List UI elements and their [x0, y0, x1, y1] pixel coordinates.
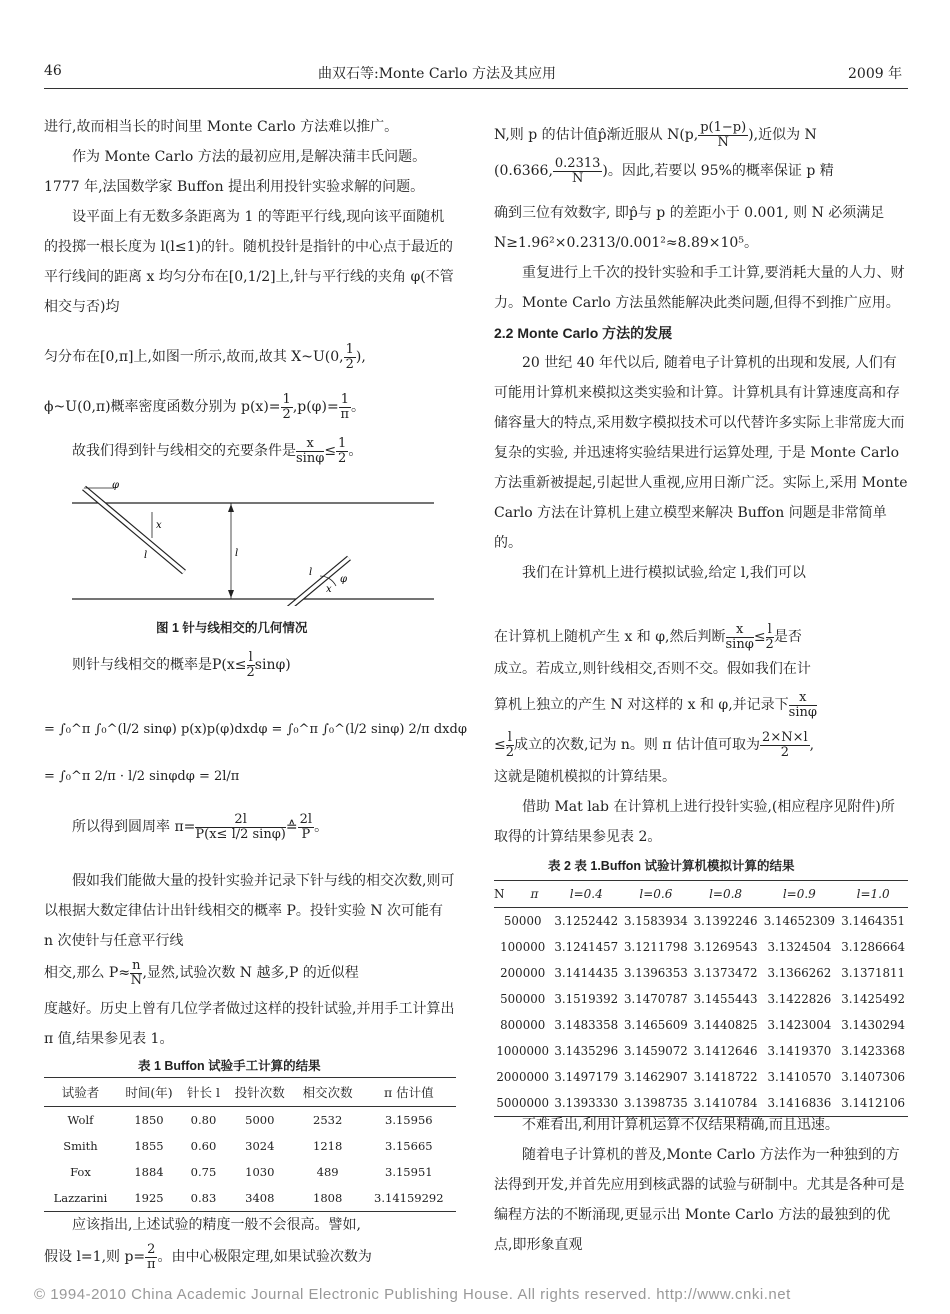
table-row	[44, 1107, 456, 1134]
table-row	[44, 1133, 456, 1159]
equation-line	[494, 730, 814, 760]
paragraph: 不难看出,利用计算机运算不仅结果精确,而且迅速。	[522, 1117, 839, 1133]
left-column-p11	[44, 994, 456, 1054]
table-cell: 3.1241457	[554, 940, 619, 954]
paragraph: 我们在计算机上进行模拟试验,给定 l,我们可以	[522, 565, 806, 581]
left-column-top	[44, 112, 456, 322]
table-cell: 3.1483358	[554, 1018, 619, 1032]
table-cell: 3.1371811	[841, 966, 906, 980]
paragraph: 借助 Mat lab 在计算机上进行投针实验,(相应程序见附件)所取得的计算结果参见表 2。	[494, 799, 895, 845]
table-cell: 2532	[313, 1113, 343, 1127]
table-cell: 1855	[134, 1139, 164, 1153]
table2-header: l=0.6	[621, 881, 691, 908]
table-cell: 500000	[500, 992, 546, 1006]
table-cell: 1218	[313, 1139, 343, 1153]
text: 在计算机上随机产生 x 和 φ,然后判断	[494, 629, 726, 645]
year: 2009 年	[848, 66, 903, 82]
text: ),	[355, 349, 366, 365]
table-cell: 3.1416836	[767, 1096, 832, 1110]
text: N,则 p 的估计值p̂渐近服从 N(p,	[494, 127, 699, 143]
text: (0.6366,	[494, 163, 553, 179]
table-cell: 3.1211798	[624, 940, 688, 954]
fraction: $\frac{2l}{P}$	[299, 811, 313, 842]
table-cell: 3.1407306	[841, 1070, 906, 1084]
table2-header: l=1.0	[838, 881, 908, 908]
paragraph: 确到三位有效数字, 即p̂与 p 的差距小于 0.001, 则 N 必须满足 N≥1.96²×0.2313/0.001²≈8.89×10⁵。	[494, 205, 885, 251]
table1-header: 相交次数	[294, 1078, 362, 1107]
label-l-distance: l	[235, 548, 239, 559]
table1-header: π 估计值	[362, 1078, 456, 1107]
text-line: 成立。若成立,则针线相交,否则不交。假如我们在计	[494, 661, 811, 677]
fraction: $\frac{x}{\sin\varphi}$	[788, 689, 817, 720]
table-row	[494, 908, 908, 935]
table-cell: 3.15665	[385, 1139, 433, 1153]
text: 则针与线相交的概率是P(x≤	[72, 657, 247, 673]
text: ϕ~U(0,π)概率密度函数分别为 p(x)=	[44, 399, 281, 415]
fraction: $\frac{x}{\sin\varphi}$	[725, 621, 754, 652]
paragraph: 度越好。历史上曾有几位学者做过这样的投针试验,并用手工计算出 π 值,结果参见表 1。	[44, 1001, 455, 1047]
table-cell: Fox	[70, 1165, 91, 1179]
table-cell: 3.1455443	[693, 992, 758, 1006]
text: 所以得到圆周率 π=	[72, 819, 196, 835]
text: )。因此,若要以 95%的概率保证 p 精	[602, 163, 834, 179]
text: ≤	[324, 443, 337, 459]
table-cell: 3.1423004	[767, 1018, 832, 1032]
corner-n: N	[494, 887, 505, 901]
table-cell: Smith	[63, 1139, 98, 1153]
table-cell: 0.75	[190, 1165, 217, 1179]
text: sinφ)	[254, 657, 291, 673]
table2-header: l=0.4	[551, 881, 621, 908]
needle-diagram	[44, 476, 456, 606]
table-cell: 3.1398735	[624, 1096, 688, 1110]
table-cell: 3.1430294	[841, 1018, 906, 1032]
label-phi: φ	[112, 480, 120, 491]
text: 是否	[773, 629, 802, 645]
table-cell: 0.83	[190, 1191, 217, 1205]
table-cell: 3.14652309	[763, 914, 835, 928]
text: 匀分布在[0,π]上,如图一所示,故而,故其 X~U(0,	[44, 349, 344, 365]
table-row	[494, 1038, 908, 1064]
text: 相交,那么 P≈	[44, 965, 131, 981]
fraction: $\frac{l}{2}$	[765, 621, 774, 652]
section-heading: 2.2 Monte Carlo 方法的发展	[494, 325, 673, 341]
text: ,显然,试验次数 N 越多,P 的近似程	[142, 965, 359, 981]
paragraph: 应该指出,上述试验的精度一般不会很高。譬如,	[72, 1217, 361, 1233]
table-cell: Wolf	[67, 1113, 94, 1127]
table-cell: 3408	[245, 1191, 275, 1205]
text: 算机上独立的产生 N 对这样的 x 和 φ,并记录下	[494, 697, 789, 713]
fraction: $\frac{1}{2}$	[345, 341, 354, 372]
table-cell: 1850	[134, 1113, 164, 1127]
text: 。	[314, 819, 329, 835]
fraction: $\frac{l}{2}$	[246, 649, 255, 680]
paragraph: 设平面上有无数多条距离为 1 的等距平行线,现向该平面随机的投掷一根长度为 l(l≤1)的针。随机投针是指针的中心点于最近的平行线间的距离 x 均匀分布在[0,1/2]上,针与平行线的夹角 φ(不管相交与否)均	[44, 209, 454, 315]
table-cell: 3.1435296	[554, 1044, 619, 1058]
equation-line	[494, 622, 802, 652]
paragraph: 随着电子计算机的普及,Monte Carlo 方法作为一种独到的方法得到开发,并首先应用到核武器的试验与研制中。尤其是各种可是编程方法的不断涌现,更显示出 Monte Carlo 方法的最独到的优点,即形象直观	[494, 1147, 905, 1253]
fraction: $\frac{1}{\pi}$	[340, 391, 350, 422]
table-cell: 3.14159292	[374, 1191, 444, 1205]
needle-left	[84, 488, 184, 572]
paragraph: 20 世纪 40 年代以后, 随着电子计算机的出现和发展, 人们有可能用计算机来模拟这类实验和计算。计算机具有计算速度高和存储容量大的特点,采用数字模拟技术可以代替许多实际上非常庞大而复杂的实验, 并迅速将实验结果进行运算处理, 于是 Monte Carlo 方法重新被提起,引起世人重视,应用日渐广泛。实际上,采用 Monte Carlo 方法在计算机上建立模型来解决 Buffon 问题是非常简单的。	[494, 355, 908, 551]
equation-line	[72, 812, 328, 842]
table-row	[494, 1064, 908, 1090]
label-l: l	[144, 550, 148, 561]
fraction: $\frac{1}{2}$	[282, 391, 291, 422]
table-cell: 3.1410570	[767, 1070, 832, 1084]
fraction: $\frac{l}{2}$	[505, 729, 515, 760]
table-cell: 3.15956	[385, 1113, 433, 1127]
fraction: $\frac{2\times N\times l}{2}$	[762, 729, 808, 760]
table-cell: 3.1425492	[841, 992, 906, 1006]
table2-header: l=0.8	[691, 881, 761, 908]
paragraph: 进行,故而相当长的时间里 Monte Carlo 方法难以推广。	[44, 119, 399, 135]
equation-line	[494, 156, 834, 186]
table-cell: 0.80	[190, 1113, 217, 1127]
table-2	[494, 880, 908, 1117]
table-row	[494, 1012, 908, 1038]
table-cell: 3.1410784	[693, 1096, 758, 1110]
right-column-top	[494, 198, 908, 588]
fraction: $\frac{1}{2}$	[338, 435, 347, 466]
text: ,	[809, 737, 815, 753]
paragraph: 假如我们能做大量的投针实验并记录下针与线的相交次数,则可以根据大数定律估计出针线相交的概率 P。投针实验 N 次可能有 n 次使针与任意平行线	[44, 873, 455, 949]
table-cell: 3.1286664	[841, 940, 906, 954]
equation-line	[494, 690, 817, 720]
table-cell: 3.1497179	[554, 1070, 619, 1084]
running-title: 曲双石等:Monte Carlo 方法及其应用	[318, 66, 556, 82]
table-cell: 3.15951	[385, 1165, 433, 1179]
table-cell: 1000000	[496, 1044, 549, 1058]
label-x-right: x	[326, 584, 332, 595]
table-cell: 3.1583934	[624, 914, 688, 928]
table-cell: 1030	[245, 1165, 275, 1179]
table-row	[44, 1185, 456, 1212]
fraction: $\frac{2l}{P(x\le l/2 \sin\varphi)}$	[195, 811, 286, 842]
table-cell: 1884	[134, 1165, 164, 1179]
corner-pi: π	[530, 887, 539, 901]
table-cell: 5000	[245, 1113, 275, 1127]
table-row	[494, 934, 908, 960]
integral-equation-1: = ∫₀^π ∫₀^(l/2 sinφ) p(x)p(φ)dxdφ = ∫₀^π ∫₀^(l/2 sinφ) 2/π dxdφ	[44, 722, 467, 737]
table-cell: 3.1324504	[767, 940, 832, 954]
table-cell: 5000000	[496, 1096, 549, 1110]
table-cell: 3.1269543	[693, 940, 758, 954]
integral-equation-2: = ∫₀^π 2/π · l/2 sinφdφ = 2l/π	[44, 769, 240, 784]
equation-line	[72, 650, 291, 680]
table2-header: l=0.9	[760, 881, 838, 908]
fraction: $\frac{0.2313}{N}$	[554, 155, 601, 186]
copyright-footer	[0, 1286, 950, 1303]
equation-line	[44, 342, 366, 372]
equation-line	[44, 958, 359, 988]
table1-header: 试验者	[44, 1078, 117, 1107]
table-cell: 3.1519392	[554, 992, 619, 1006]
table1-header: 针长 l	[181, 1078, 226, 1107]
fraction: $\frac{p(1-p)}{N}$	[700, 119, 747, 150]
text: 。	[350, 399, 365, 415]
figure-caption: 图 1 针与线相交的几何情况	[156, 621, 308, 635]
text: 成立的次数,记为 n。则 π 估计值可取为	[514, 737, 761, 753]
table-cell: 3.1396353	[624, 966, 688, 980]
table1-caption: 表 1 Buffon 试验手工计算的结果	[138, 1059, 321, 1073]
left-column-mid	[44, 866, 456, 956]
table-cell: 489	[316, 1165, 339, 1179]
table-cell: 3.1440825	[693, 1018, 758, 1032]
table2-caption: 表 2 表 1.Buffon 试验计算机模拟计算的结果	[548, 859, 795, 873]
header-rule	[44, 88, 908, 89]
table-1	[44, 1077, 456, 1212]
text: ≤	[494, 737, 506, 753]
table-cell: 100000	[500, 940, 546, 954]
table-cell: 800000	[500, 1018, 546, 1032]
table-cell: 3.1423368	[841, 1044, 906, 1058]
fraction: $\frac{n}{N}$	[130, 957, 142, 988]
table-cell: 3.1418722	[693, 1070, 758, 1084]
table-cell: 1925	[134, 1191, 164, 1205]
table-row	[44, 1159, 456, 1185]
table-cell: 3.1462907	[624, 1070, 688, 1084]
paragraph: 这就是随机模拟的计算结果。	[494, 769, 676, 785]
table-cell: 3.1392246	[693, 914, 758, 928]
text: 假设 l=1,则 p=	[44, 1249, 146, 1265]
text: ),近似为 N	[748, 127, 817, 143]
table-cell: 2000000	[496, 1070, 549, 1084]
page-number: 46	[44, 63, 62, 79]
footer-text: © 1994-2010 China Academic Journal Electronic Publishing House. All rights reserved. http://www.cnki.net	[34, 1286, 791, 1303]
right-column-bottom	[494, 1110, 908, 1260]
equation-line	[44, 392, 365, 422]
text: 故我们得到针与线相交的充要条件是	[72, 443, 296, 459]
table-cell: 3.1252442	[554, 914, 619, 928]
text: 。由中心极限定理,如果试验次数为	[157, 1249, 372, 1265]
text: ≤	[753, 629, 766, 645]
table1-header: 时间(年)	[117, 1078, 181, 1107]
table-cell: 3.1470787	[624, 992, 688, 1006]
label-phi-right: φ	[340, 574, 348, 585]
equation-line	[72, 436, 362, 466]
table-cell: 3.1465609	[624, 1018, 688, 1032]
table1-header: 投针次数	[226, 1078, 294, 1107]
table-row	[494, 960, 908, 986]
paragraph: 重复进行上千次的投针实验和手工计算,要消耗大量的人力、财力。Monte Carlo 方法虽然能解决此类问题,但得不到推广应用。	[494, 265, 905, 311]
label-x: x	[156, 520, 162, 531]
text: ≙	[285, 819, 298, 835]
table-cell: Lazzarini	[53, 1191, 108, 1205]
right-column-mid	[494, 762, 908, 852]
table-cell: 3.1464351	[841, 914, 906, 928]
paragraph: 作为 Monte Carlo 方法的最初应用,是解决蒲丰氏问题。1777 年,法国数学家 Buffon 提出利用投针实验求解的问题。	[44, 149, 427, 195]
table-cell: 3.1373472	[693, 966, 758, 980]
text: ,p(φ)=	[292, 399, 339, 415]
table-cell: 3.1414435	[554, 966, 619, 980]
equation-line	[494, 120, 817, 150]
table-cell: 3.1422826	[767, 992, 832, 1006]
table-cell: 3.1419370	[767, 1044, 832, 1058]
fraction: $\frac{2}{\pi}$	[147, 1241, 156, 1272]
table2-corner	[494, 881, 551, 908]
left-column-bottom	[44, 1210, 456, 1240]
table-cell: 200000	[500, 966, 546, 980]
table-cell: 1808	[313, 1191, 343, 1205]
fraction: $\frac{x}{\sin\varphi}$	[296, 435, 325, 466]
table-cell: 3.1459072	[624, 1044, 688, 1058]
table-cell: 3.1412646	[693, 1044, 758, 1058]
table-cell: 3.1412106	[841, 1096, 906, 1110]
table-cell: 3024	[245, 1139, 275, 1153]
table-cell: 3.1393330	[554, 1096, 619, 1110]
table-cell: 0.60	[190, 1139, 217, 1153]
table-cell: 3.1366262	[767, 966, 832, 980]
table-cell: 50000	[503, 914, 542, 928]
table-row	[494, 986, 908, 1012]
equation-line	[44, 1242, 372, 1272]
label-l-right: l	[309, 567, 313, 578]
text: 。	[348, 443, 363, 459]
